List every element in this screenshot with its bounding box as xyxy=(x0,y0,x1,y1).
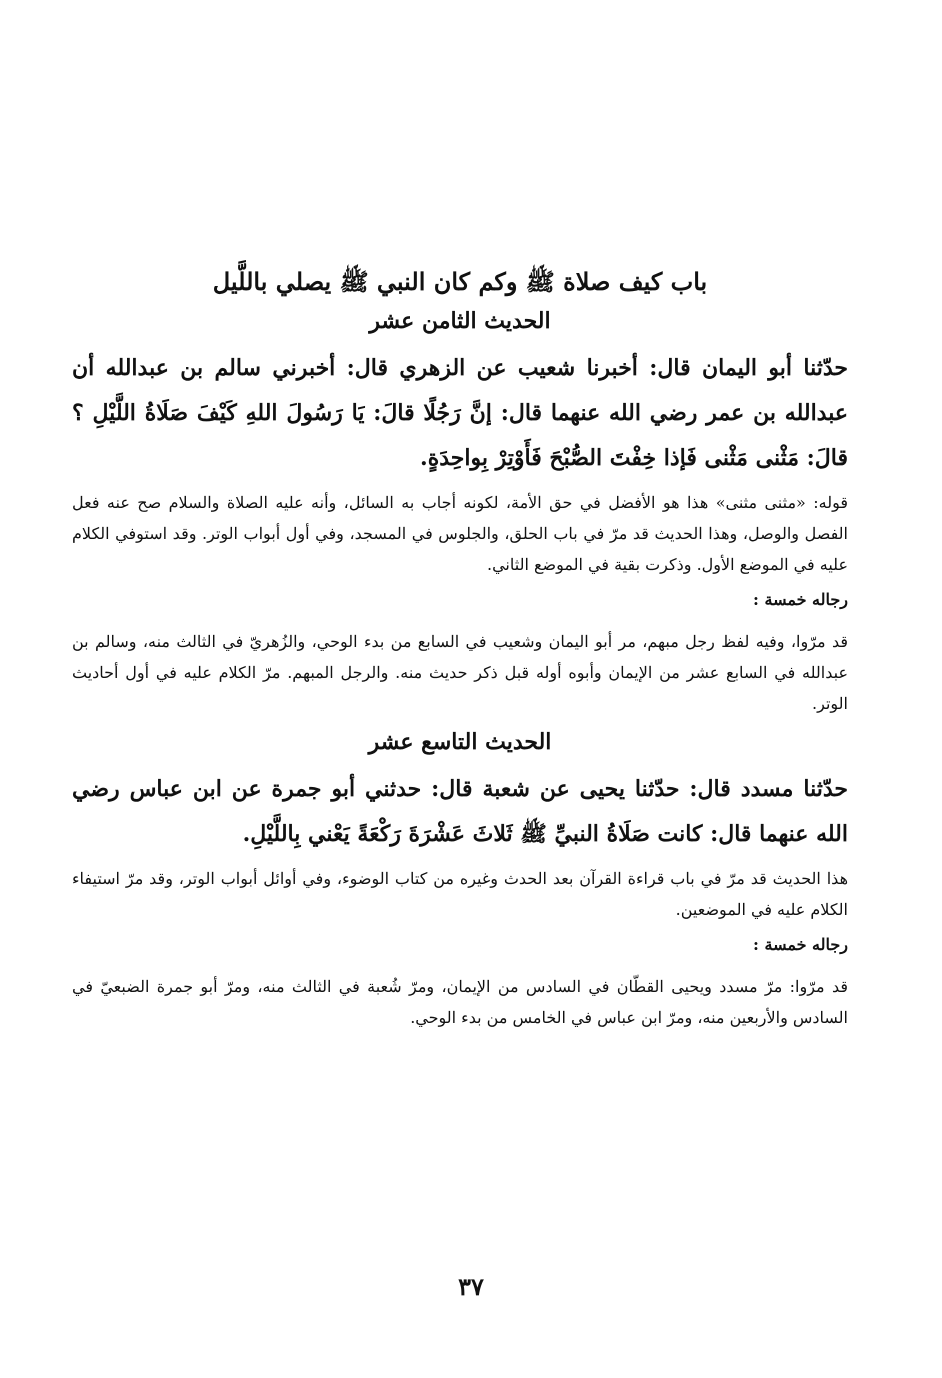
hadith-19-narrators-heading: رجاله خمسة : xyxy=(753,935,848,954)
hadith-18-commentary: قوله: «مثنى مثنى» هذا هو الأفضل في حق الأمة، لكونه أجاب به السائل، وأنه عليه الصلاة والسلام صح عنه فعل الفصل والوصل، وهذا الحديث قد مرّ في باب الحلق، والجلوس في المسجد، وفي أول أبواب الوتر. وقد استوفي الكلام عليه في الموضع الأول. وذكرت بقية في الموضع الثاني. xyxy=(72,493,848,574)
hadith-19-commentary: هذا الحديث قد مرّ في باب قراءة القرآن بعد الحدث وغيره من كتاب الوضوء، وفي أوائل أبواب الوتر، وقد مرّ استيفاء الكلام عليه في الموضعين. xyxy=(72,869,848,919)
chapter-title: باب كيف صلاة ﷺ وكم كان النبي ﷺ يصلي باللَّيل xyxy=(212,267,708,296)
hadith-18-text: حدّثنا أبو اليمان قال: أخبرنا شعيب عن الزهري قال: أخبرني سالم بن عبدالله أن عبدالله بن عمر رضي الله عنهما قال: إنَّ رَجُلًا قالَ: يَا رَسُولَ اللهِ كَيْفَ صَلَاةُ اللَّيْلِ ؟ قالَ: مَثْنى مَثْنى فَإذا خِفْتَ الصُّبْحَ فَأَوْتِرْ بِواحِدَةٍ. xyxy=(72,355,848,471)
hadith-19-section xyxy=(72,723,848,1033)
hadith-19-text: حدّثنا مسدد قال: حدّثنا يحيى عن شعبة قال: حدثني أبو جمرة عن ابن عباس رضي الله عنهما قال: كانت صَلَاةُ النبيِّ ﷺ ثَلاثَ عَشْرَةَ رَكْعَةً يَعْني بِاللَّيْلِ. xyxy=(72,776,848,847)
hadith-18-heading: الحديث الثامن عشر xyxy=(369,308,551,334)
hadith-18-narrators-text: قد مرّوا، وفيه لفظ رجل مبهم، مر أبو اليمان وشعيب في السابع من بدء الوحي، والزُهريّ في الثالث منه، وسالم بن عبدالله في السابع عشر من الإيمان وأبوه أوله قبل ذكر حديث منه. والرجل المبهم. مرّ الكلام عليه في أول أحاديث الوتر. xyxy=(72,632,848,713)
page-number: ٣٧ xyxy=(458,1272,484,1301)
hadith-19-narrators-text: قد مرّوا: مرّ مسدد ويحيى القطّان في السادس من الإيمان، ومرّ شُعبة في الثالث منه، ومرّ أبو جمرة الضبعيّ في السادس والأربعين منه، ومرّ ابن عباس في الخامس من بدء الوحي. xyxy=(72,977,848,1027)
page-content xyxy=(72,262,848,1037)
hadith-19-heading: الحديث التاسع عشر xyxy=(368,729,552,755)
hadith-18-section xyxy=(72,302,848,719)
hadith-18-narrators-heading: رجاله خمسة : xyxy=(753,590,848,609)
